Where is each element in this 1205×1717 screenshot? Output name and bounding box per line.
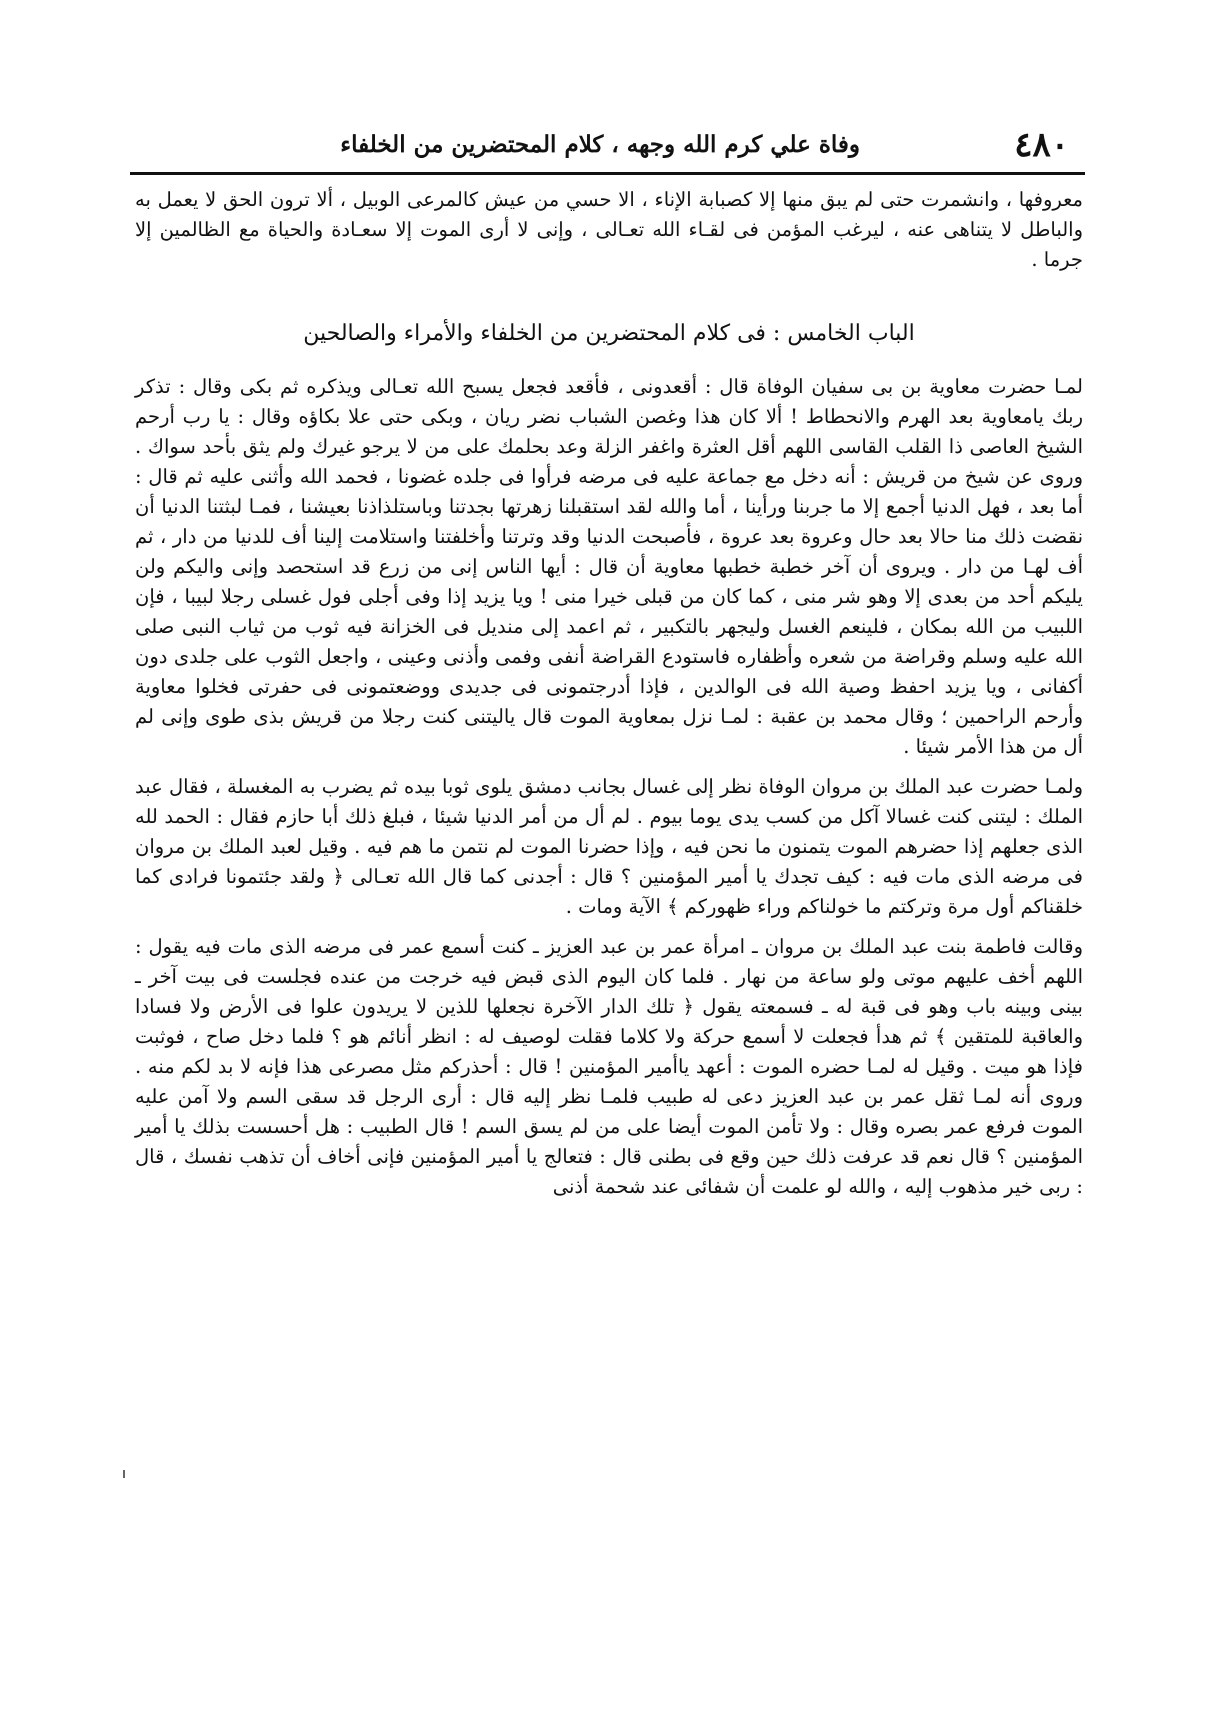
page-header xyxy=(130,125,1075,165)
paragraph-umar: وقالت فاطمة بنت عبد الملك بن مروان ـ امرأة عمر بن عبد العزيز ـ كنت أسمع عمر فى مرضه الذى مات فيه يقول : اللهم أخف عليهم موتى ولو ساعة من نهار . فلما كان اليوم الذى قبض فيه خرجت من عنده فجلست فى بيت آخر ـ بينى وبينه باب وهو فى قبة له ـ فسمعته يقول ﴿ تلك الدار الآخرة نجعلها للذين لا يريدون علوا فى الأرض ولا فسادا والعاقبة للمتقين ﴾ ثم هدأ فجعلت لا أسمع حركة ولا كلاما فقلت لوصيف له : انظر أنائم هو ؟ فلما دخل صاح ، فوثبت فإذا هو ميت . وقيل له لمـا حضره الموت : أعهد ياأمير المؤمنين ! قال : أحذركم مثل مصرعى هذا فإنه لا بد لكم منه . وروى أنه لمـا ثقل عمر بن عبد العزيز دعى له طبيب فلمـا نظر إليه قال : أرى الرجل قد سقى السم ولا آمن عليه الموت فرفع عمر بصره وقال : ولا تأمن الموت أيضا على من لم يسق السم ! قال الطبيب : هل أحسست بذلك يا أمير المؤمنين ؟ قال نعم قد عرفت ذلك حين وقع فى بطنى قال : فتعالج يا أمير المؤمنين فإنى أخاف أن تذهب نفسك ، قال : ربى خير مذهوب إليه ، والله لو علمت أن شفائى عند شحمة أذنى xyxy=(135,935,1083,1198)
scan-mark xyxy=(123,1470,125,1478)
page-number: ٤٨٠ xyxy=(1014,125,1069,165)
header-rule xyxy=(130,172,1085,175)
chapter-heading: الباب الخامس : فى كلام المحتضرين من الخلفاء والأمراء والصالحين xyxy=(303,321,915,346)
top-text-block xyxy=(135,185,1083,275)
paragraph-muawiya: لمـا حضرت معاوية بن بى سفيان الوفاة قال : أقعدونى ، فأقعد فجعل يسبح الله تعـالى ويذكره ثم بكى وقال : تذكر ربك يامعاوية بعد الهرم والانحطاط ! ألا كان هذا وغصن الشباب نضر ريان ، وبكى حتى علا بكاؤه وقال : يا رب أرحم الشيخ العاصى ذا القلب القاسى اللهم أقل العثرة واغفر الزلة وعد بحلمك على من لا يرجو غيرك ولم يثق بأحد سواك . وروى عن شيخ من قريش : أنه دخل مع جماعة عليه فى مرضه فرأوا فى جلده غضونا ، فحمد الله وأثنى عليه ثم قال : أما بعد ، فهل الدنيا أجمع إلا ما جربنا ورأينا ، أما والله لقد استقبلنا زهرتها بجدتنا وباستلذاذنا بعيشنا ، فمـا لبثتنا الدنيا أن نقضت ذلك منا حالا بعد حال وعروة بعد عروة ، فأصبحت الدنيا وقد وترتنا وأخلفتنا واستلامت إلينا أف للدنيا من دار ، ثم أف لهـا من دار . ويروى أن آخر خطبة خطبها معاوية أن قال : أيها الناس إنى من زرع قد استحصد وإنى واليكم ولن يليكم أحد من بعدى إلا وهو شر منى ، كما كان من قبلى خيرا منى ! ويا يزيد إذا وفى أجلى فول غسلى رجلا لبيبا ، فإن اللبيب من الله بمكان ، فلينعم الغسل وليجهر بالتكبير ، ثم اعمد إلى منديل فى الخزانة فيه ثوب من ثياب النبى صلى الله عليه وسلم وقراضة من شعره وأظفاره فاستودع القراضة أنفى وفمى وأذنى وعينى ، واجعل الثوب على جلدى دون أكفانى ، ويا يزيد احفظ وصية الله فى الوالدين ، فإذا أدرجتمونى فى جديدى ووضعتمونى فى حفرتى فخلوا معاوية وأرحم الراحمين ؛ وقال محمد بن عقبة : لمـا نزل بمعاوية الموت قال ياليتنى كنت رجلا من قريش بذى طوى وإنى لم أل من هذا الأمر شيئا . xyxy=(135,375,1083,758)
main-text-block xyxy=(135,372,1083,1202)
top-paragraph: معروفها ، وانشمرت حتى لم يبق منها إلا كصبابة الإناء ، الا حسي من عيش كالمرعى الوبيل ، ألا ترون الحق لا يعمل به والباطل لا يتناهى عنه ، ليرغب المؤمن فى لقـاء الله تعـالى ، وإنى لا أرى الموت إلا سعـادة والحياة مع الظالمين إلا جرما . xyxy=(135,188,1083,271)
running-title: وفاة علي كرم الله وجهه ، كلام المحتضرين من الخلفاء xyxy=(340,131,860,158)
paragraph-abd-al-malik: ولمـا حضرت عبد الملك بن مروان الوفاة نظر إلى غسال بجانب دمشق يلوى ثوبا بيده ثم يضرب به المغسلة ، فقال عبد الملك : ليتنى كنت غسالا آكل من كسب يدى يوما بيوم . لم أل من أمر الدنيا شيئا ، فبلغ ذلك أبا حازم فقال : الحمد لله الذى جعلهم إذا حضرهم الموت يتمنون ما نحن فيه ، وإذا حضرنا الموت لم نتمن ما هم فيه . وقيل لعبد الملك بن مروان فى مرضه الذى مات فيه : كيف تجدك يا أمير المؤمنين ؟ قال : أجدنى كما قال الله تعـالى ﴿ ولقد جئتمونا فرادى كما خلقناكم أول مرة وتركتم ما خولناكم وراء ظهوركم ﴾ الآية ومات . xyxy=(135,775,1083,918)
